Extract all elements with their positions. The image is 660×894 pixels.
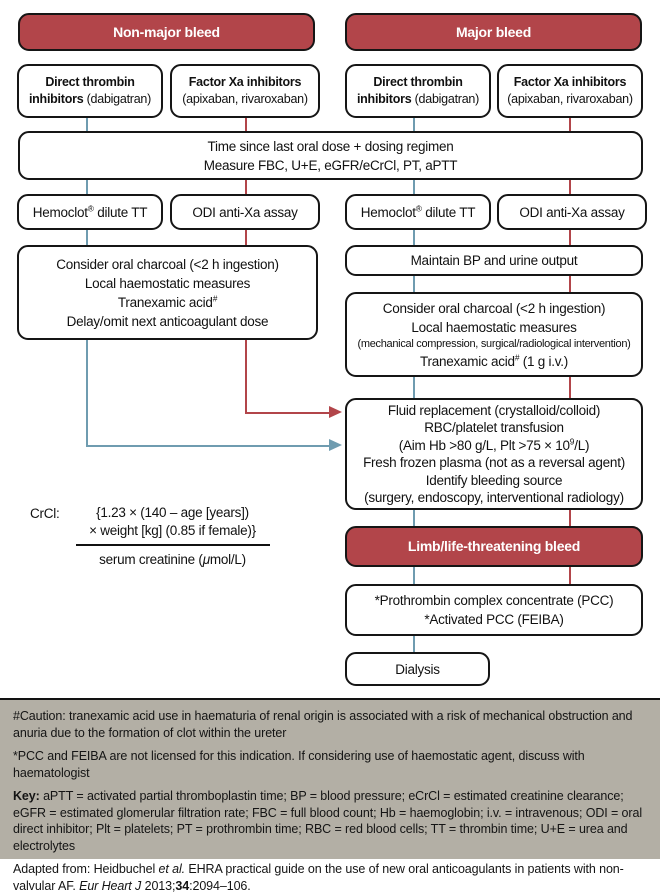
dti-box-nonmajor bbox=[17, 64, 163, 118]
crcl-fraction bbox=[72, 504, 274, 569]
nonmajor-management-line1: Consider oral charcoal (<2 h ingestion) bbox=[56, 256, 279, 272]
assessment-line2: Measure FBC, U+E, eGFR/eCrCl, PT, aPTT bbox=[203, 157, 458, 173]
footnote-caution: #Caution: tranexamic acid use in haematuria of renal origin is associated with a risk of mechanical obstruction and anuria due to the formation of clot within the ureter bbox=[13, 709, 633, 740]
maintain-bp-label: Maintain BP and urine output bbox=[410, 253, 578, 268]
major-initial-line4: Tranexamic acid# (1 g i.v.) bbox=[420, 352, 568, 369]
nonmajor-management-line3: Tranexamic acid# bbox=[117, 293, 218, 310]
fluid-line2: RBC/platelet transfusion bbox=[424, 420, 564, 435]
major-bleed-label: Major bleed bbox=[455, 23, 532, 40]
hemoclot-label: Hemoclot® dilute TT bbox=[360, 203, 476, 220]
hemoclot-box-nonmajor bbox=[17, 194, 163, 230]
maintain-bp-box bbox=[345, 245, 643, 276]
nonmajor-management-line2: Local haemostatic measures bbox=[84, 275, 251, 291]
nonmajor-management-line4: Delay/omit next anticoagulant dose bbox=[66, 313, 269, 329]
hemoclot-label: Hemoclot® dilute TT bbox=[32, 203, 148, 220]
non-major-bleed-header bbox=[18, 13, 315, 51]
xa-box-nonmajor bbox=[170, 64, 320, 118]
fluid-line4: Fresh frozen plasma (not as a reversal agent) bbox=[363, 455, 625, 470]
fluid-line1: Fluid replacement (crystalloid/colloid) bbox=[387, 402, 601, 418]
footnotes-panel bbox=[0, 698, 660, 893]
odi-box-major bbox=[497, 194, 647, 230]
arrowhead-blue-icon bbox=[329, 439, 342, 451]
fluid-line3: (Aim Hb >80 g/L, Plt $>75 \times 10^9/L$) bbox=[398, 436, 590, 453]
connector-xa-elbow bbox=[245, 412, 331, 415]
dti-label: Direct thrombin inhibitors (dabigatran) bbox=[356, 75, 480, 106]
nonmajor-management-box bbox=[17, 245, 318, 340]
major-initial-line2: Local haemostatic measures bbox=[411, 319, 577, 335]
assessment-box bbox=[18, 131, 643, 180]
crcl-label: CrCl: bbox=[30, 506, 60, 521]
limb-threatening-label: Limb/life-threatening bleed bbox=[407, 538, 581, 554]
limb-threatening-header bbox=[345, 526, 643, 567]
abbreviation-key: Key: aPTT = activated partial thromboplastin time; BP = blood pressure; eCrCl = estimated creatinine clearance; eGFR = estimated glomerular filtration rate; FBC = full blood count; Hb = haemoglobin; i.v. = intravenous; ODI = oral direct inhibitor; Plt = platelets; PT = prothrombin time; RBC = red blood cells; TT = thrombin time; U+E = urea and electrolytes bbox=[13, 789, 643, 853]
fluid-line6: (surgery, endoscopy, interventional radiology) bbox=[364, 490, 624, 505]
odi-box-nonmajor bbox=[170, 194, 320, 230]
crcl-formula bbox=[30, 504, 274, 569]
major-bleed-header bbox=[345, 13, 642, 51]
dialysis-label: Dialysis bbox=[395, 661, 440, 677]
footnote-pcc: *PCC and FEIBA are not licensed for this indication. If considering use of haemostatic agent, discuss with haematologist bbox=[13, 749, 585, 780]
crcl-numerator-line1: {1.23 × (140 – age [years]) bbox=[96, 505, 249, 520]
citation: Adapted from: Heidbuchel et al. EHRA practical guide on the use of new oral anticoagulants in patients with non-valvular AF. Eur Heart J 2013;34:2094–106. bbox=[13, 862, 624, 893]
major-initial-line1: Consider oral charcoal (<2 h ingestion) bbox=[382, 300, 606, 316]
fraction-bar bbox=[76, 544, 270, 546]
assessment-line1: Time since last oral dose + dosing regimen bbox=[207, 138, 454, 154]
pcc-line2: *Activated PCC (FEIBA) bbox=[424, 612, 564, 627]
crcl-denominator: serum creatinine (μmol/L) bbox=[99, 552, 246, 567]
pcc-box bbox=[345, 584, 643, 636]
xa-label: Factor Xa inhibitors (apixaban, rivaroxaban) bbox=[507, 75, 633, 106]
non-major-bleed-label: Non-major bleed bbox=[113, 23, 220, 40]
dialysis-box bbox=[345, 652, 490, 686]
hemoclot-box-major bbox=[345, 194, 491, 230]
xa-box-major bbox=[497, 64, 643, 118]
dti-label: Direct thrombin inhibitors (dabigatran) bbox=[28, 75, 152, 106]
fluid-line5: Identify bleeding source bbox=[425, 472, 563, 488]
fluid-replacement-box bbox=[345, 398, 643, 510]
arrowhead-red-icon bbox=[329, 406, 342, 418]
major-initial-line3: (mechanical compression, surgical/radiological intervention) bbox=[357, 337, 631, 350]
odi-label: ODI anti-Xa assay bbox=[192, 204, 298, 220]
crcl-numerator-line2: × weight [kg] (0.85 if female)} bbox=[89, 523, 256, 538]
major-initial-box bbox=[345, 292, 643, 377]
dti-box-major bbox=[345, 64, 491, 118]
pcc-line1: *Prothrombin complex concentrate (PCC) bbox=[374, 593, 614, 608]
xa-label: Factor Xa inhibitors (apixaban, rivaroxaban) bbox=[182, 75, 308, 106]
connector-dti-elbow bbox=[86, 445, 331, 448]
odi-label: ODI anti-Xa assay bbox=[519, 204, 625, 220]
